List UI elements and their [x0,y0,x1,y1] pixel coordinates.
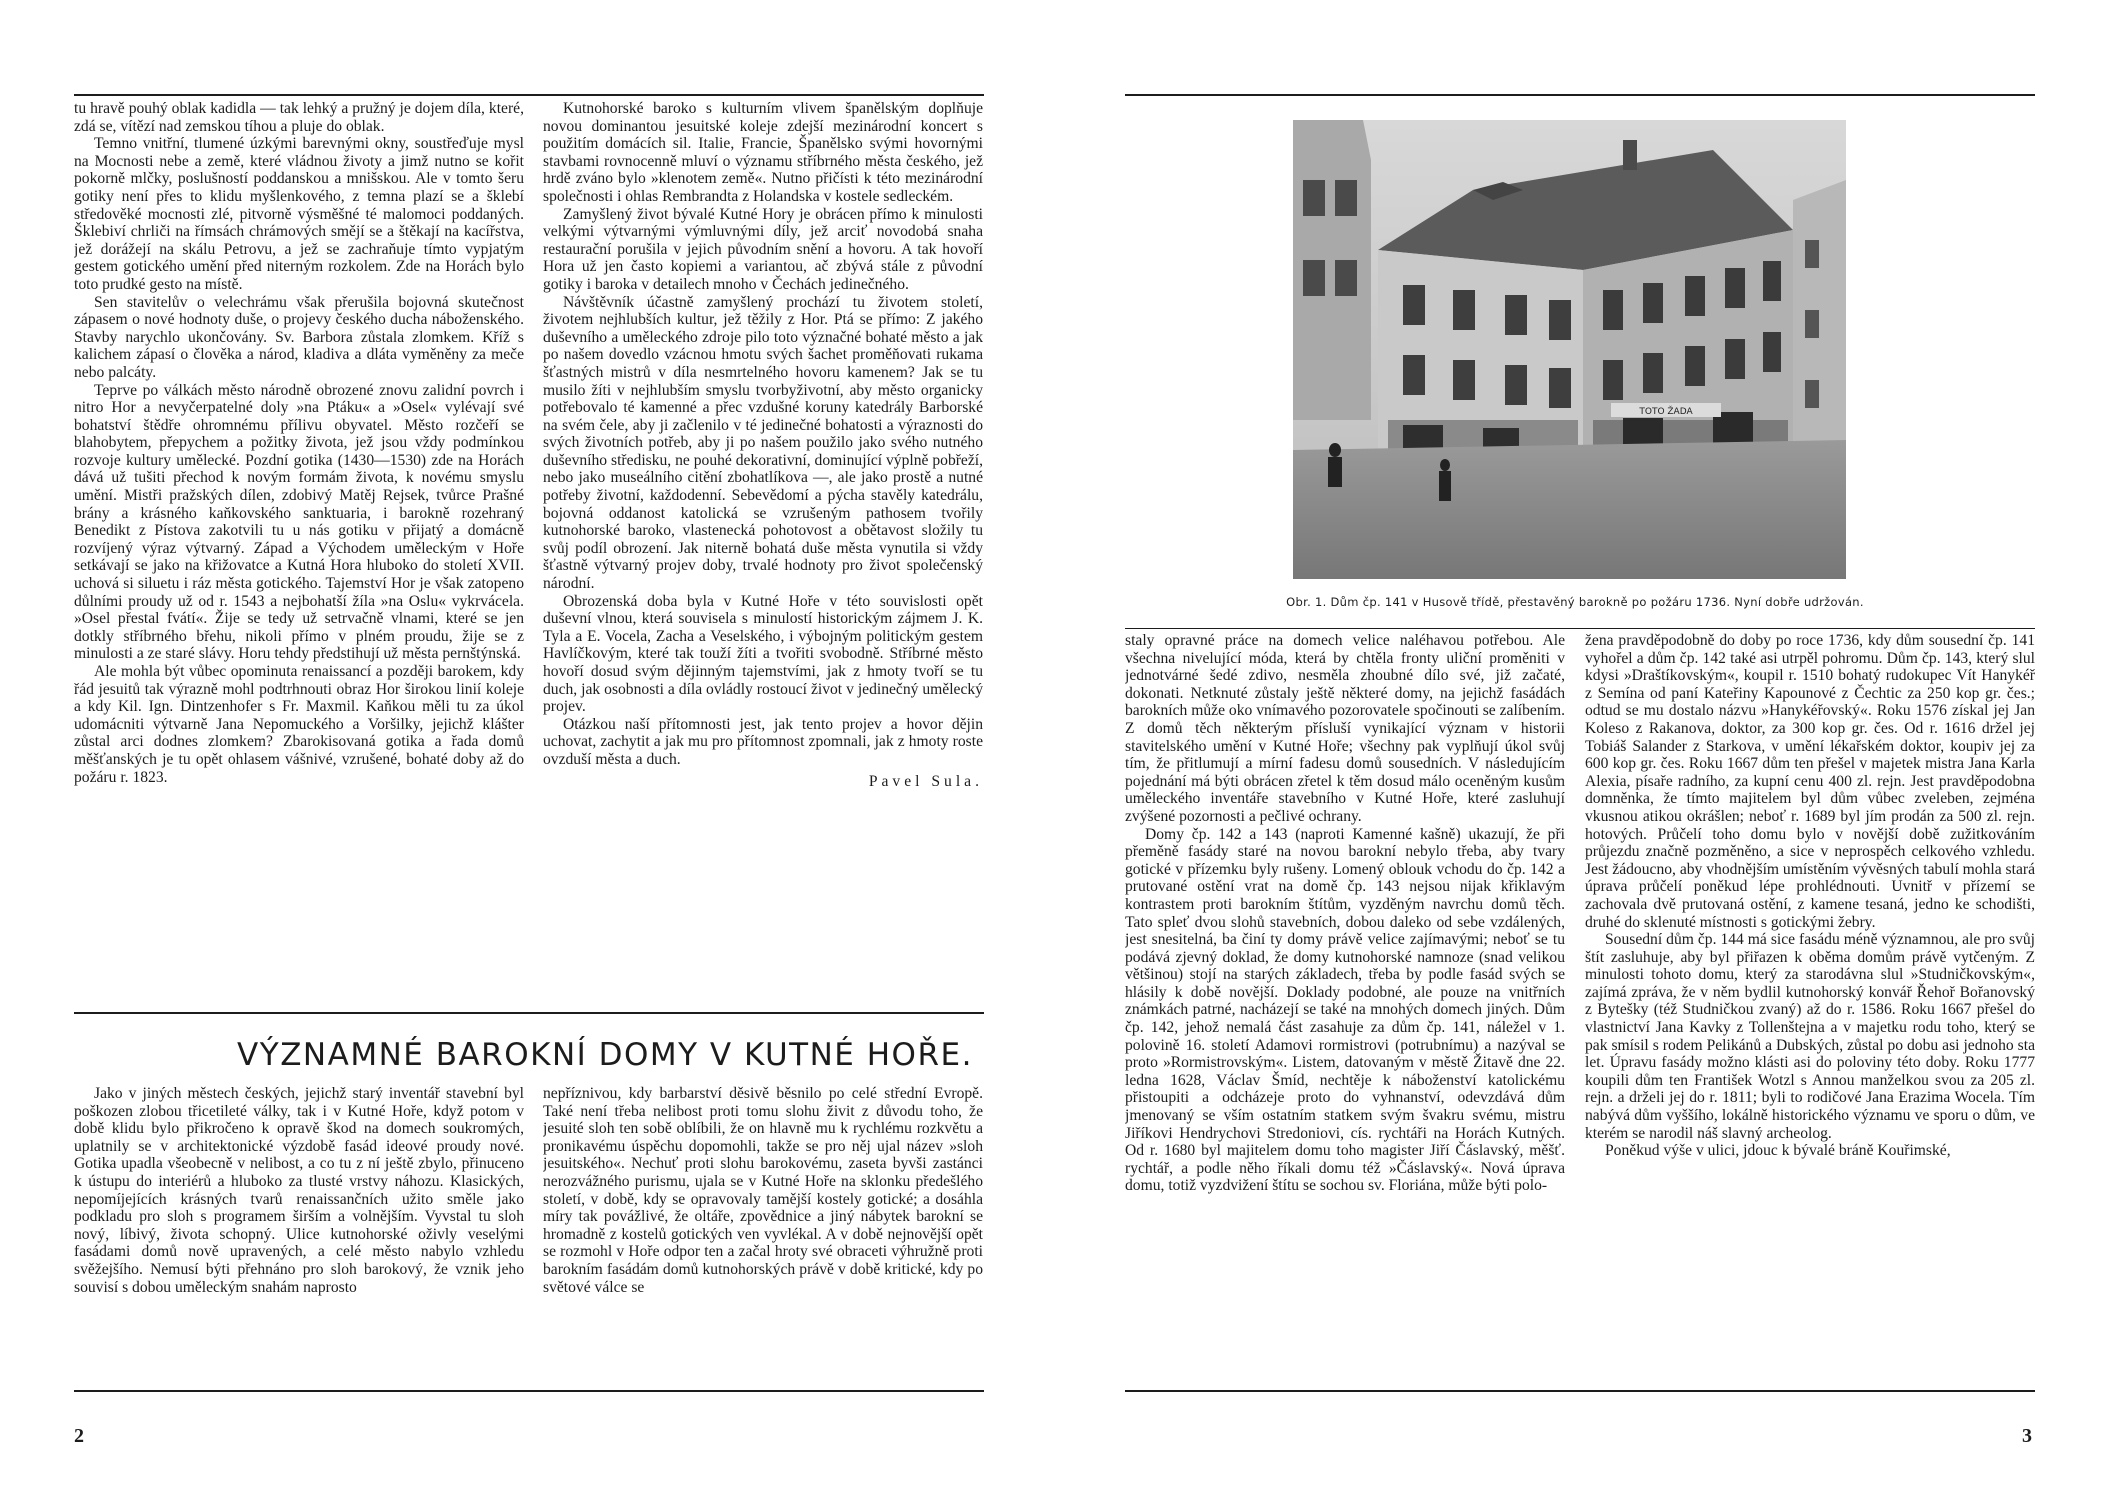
article-column-1 [74,1085,524,1385]
page-number-left: 2 [74,1425,84,1447]
paragraph: Otázkou naší přítomnosti jest, jak tento projev a hovor dějin uchovat, zachytit a jak mu pro přítomnost zpomnali, jak z hmoty roste ovzduší města a duch. [543,715,983,768]
intro-column-1 [74,100,524,1000]
paragraph: Obrozenská doba byla v Kutné Hoře v této souvislosti opět duševní vlnou, která souvisela s minulostí historickým zájmem J. K. Tyla a E. Vocela, Zacha a Veselského, i výbojným politickým gestem Havlíčkovým, které tak touží žíti a tvořiti svobodně. Stříbrné město hovoří dosud svým dějinným tajemstvími, jak z hmoty tvoří se tu duch, jak osobnosti a díla ovládly rostoucí život v jedinečný umělecký projev. [543,592,983,716]
house-photo-illustration [1293,120,1846,579]
article-column-3 [1125,632,1565,1392]
paragraph: žena pravděpodobně do doby po roce 1736, kdy dům sousední čp. 141 vyhořel a dům čp. 142 také asi utrpěl pohromu. Dům čp. 143, který slul kdysi »Draštíkovským«, koupil r. 1510 bohatý rudokupec Vít Hanykéř z Semína od paní Kateřiny Kapounové z Čechtic za 250 kop gr. čes.; odtud se mu dostalo názvu »Hanykéřovský«. Roku 1576 získal jej Jan Koleso z Rakanova, doktor, za 300 kop gr. čes. Od r. 1616 držel jej Tobiáš Salander z Starkova, v umění lékařském doktor, koupiv jej za 600 kop gr. čes. Roku 1667 dům ten přešel v majetek mistra Jana Karla Alexia, písaře radního, za kupní cenu 400 zl. rejn. Jest pravděpodobna domněnka, že tímto majitelem byl dům vůbec zveleben, zejména vkusnou atikou okrášlen; neboť r. 1689 byl jím prodán za 500 zl. rejn. hotových. Průčelí toho domu bylo v novější době zužitkováním průjezdu značně pozměněno, a sice v neprospěch celkového vzhledu. Jest žádoucno, aby vhodnějším umístěním vývěsných tabulí mohla stará úprava průčelí poněkud lépe prohlédnouti. Uvnitř v přízemí se zachovala dvě prutovaná ostění, z kamene tesaná, jedno ke schodišti, druhé do sklenuté místnosti s gotickými žebry. [1585,632,2035,931]
paragraph: Kutnohorské baroko s kulturním vlivem španělským doplňuje novou dominantou jesuitské koleje zdejší mezinárodní koncert s použitím domácích sil. Italie, Francie, Španělsko svými hovornými stavbami rovnocenně mluví o významu stříbrného města českého, jež hrdě zváno bylo »klenotem země«. Nutno přičísti k této mezinárodní společnosti i ohlas Rembrandta z Holandska v kostele sedleckém. [543,100,983,205]
article-title: VÝZNAMNÉ BAROKNÍ DOMY V KUTNÉ HOŘE. [237,1037,973,1073]
bottom-rule-left [74,1390,984,1392]
building-photograph [1293,120,1846,579]
top-rule-right [1125,94,2035,96]
caption-rule [1125,628,2035,629]
paragraph: tu hravě pouhý oblak kadidla — tak lehký a pružný je dojem díla, které, zdá se, vítězí nad zemskou tíhou a pluje do oblak. [74,100,524,135]
paragraph: Sen stavitelův o velechrámu však přerušila bojovná skutečnost zápasem o nové hodnoty duše, o projevy českého ducha náboženského. Stavby narychlo ukončovány. Sv. Barbora zůstala zlomkem. Kříž s kalichem zápasí o člověka a národ, kladiva a dláta vyměněny za meče nebo palcáty. [74,293,524,381]
shop-sign-text: TOTO ŽADA [1639,407,1693,417]
paragraph: Teprve po válkách město národně obrozené znovu zalidní povrch i nitro Hor a nevyčerpatelné doly »na Ptáku« a »Osel« vylévají své bohatství štědře ohromnému přílivu obyvatel. Město rozčeří se blahobytem, přepychem a požitky života, jež jsou vždy podmínkou rozvoje kultury umělecké. Pozdní gotika (1430—1530) zde na Horách dává už tušiti přechod k novým formám života, k novému smyslu umění. Mistři pražských dílen, zdobivý Matěj Rejsek, tvůrce Prašné brány a krásného kaňkovského sanktuaria, i barokně rozehraný Benedikt z Pístova zakotvili tu u nás gotiku v přijatý a domácně rozvíjený výraz výtvarný. Západ a Východem uměleckým v Hoře setkávají se jako na křižovatce a Kutná Hora hluboko do století XVII. uchová si siluetu i ráz města gotického. Tajemství Hor je však zatopeno důlními proudy už od r. 1543 a nejbohatší žíla »na Oslu« vykrvácela. »Osel přestal fvátí«. Žije se tedy už setrvačně vlnami, které se jen dotkly stříbrného břehu, nikoli přímo v plném proudu, žije se z minulosti a ze staré slávy. Horu tehdy předstihují už města pernštýnská. [74,381,524,663]
photo-caption: Obr. 1. Dům čp. 141 v Husově třídě, přestavěný barokně po požáru 1736. Nyní dobře udržován. [1286,595,1864,609]
bottom-rule-right [1125,1390,2035,1392]
paragraph: Domy čp. 142 a 143 (naproti Kamenné kašně) ukazují, že při přeměně fasády staré na novou barokní nebylo třeba, aby tvary gotické v přízemku byly rušeny. Lomený oblouk vchodu do čp. 142 a prutované ostění vrat na domě čp. 143 nejsou nijak křiklavým kontrastem proti barokním štítům, vyzděným navrchu domů těch. Tato spleť dvou slohů stavebních, dobou daleko od sebe vzdálených, jest snesitelná, ba činí ty domy právě velice zajímavými; neboť se tu podává zjevný doklad, že domy kutnohorské namnoze (snad velikou většinou) stojí na starých základech, třeba by podle fasád svých se hlásily k době novější. Doklady podobné, ale pouze na vnitřních známkách patrné, nacházejí se také na mnohých domech jiných. Dům čp. 142, jehož nemalá část zasahuje za dům čp. 141, náležel v 1. polovině 16. století Adamovi rormistrovi (potrubnímu) a nazýval se proto »Rormistrovským«. Listem, datovaným v městě Žitavě dne 22. ledna 1628, Václav Šmíd, nechtěje k náboženství katolickému přistoupiti a odcházeje proto do vyhnanství, odevzdává dům jmenovaný se vším ostatním statkem svým švakru svému, mistru Jiříkovi Hendrychovi Stredoniovi, cís. rychtáři na Horách Kutných. Od r. 1680 byl majitelem domu toho magister Jiří Čáslavský, měšť. rychtář, a podle něho říkali domu též »Čáslavský«. Nová úprava domu, totiž vyzdvižení štítu se sochou sv. Floriána, může býti polo- [1125,825,1565,1195]
top-rule-left [74,94,984,96]
paragraph: Poněkud výše v ulici, jdouc k bývalé bráně Kouřimské, [1605,1142,1951,1160]
intro-column-2 [543,100,983,1000]
page-number-right: 3 [2022,1425,2032,1447]
article-column-4 [1585,632,2035,1392]
section-rule [74,1012,984,1014]
paragraph: Temno vnitřní, tlumené úzkými barevnými okny, soustřeďuje mysl na Mocnosti nebe a země, které vládnou životy a jimž nutno se kořit pokorně mlčky, poslušností poddanskou a mnišskou. Ale v tomto šeru gotiky není přes to klidu myšlenkového, z temna plazí se a šklebí středověké mocnosti zlé, pitvorně výsměšné té malomoci poddaných. Šklebiví chrliči na římsách chrámových smějí se a štěkají na kacířstva, jež dorážejí na skálu Petrovu, a jež se zachraňuje tímto vypjatým gestem gotického umění před niterným rozkolem. Zde na Horách bylo toto prudké gesto na místě. [74,135,524,293]
author-signature: Pavel Sula. [868,772,983,790]
paragraph: Ale mohla být vůbec opominuta renaissancí a později barokem, kdy řád jesuitů tak výrazně mohl podtrhnouti obraz Hor širokou linií koleje a kdy Kil. Ign. Dintzenhofer s Fr. Maxmil. Kaňkou měli tu za úkol udomácniti výtvarně Jana Nepomuckého a Voršilky, jejichž klášter zůstal arci dodnes zlomkem? Zbarokisovaná gotika a řada domů měšťanských je tu opět ohlasem vášnivé, vzrušené, bohaté doby až do požáru r. 1823. [74,663,524,786]
paragraph: Jako v jiných městech českých, jejichž starý inventář stavební byl poškozen zlobou třicetileté války, tak i v Kutné Hoře, když potom v době klidu bylo přikročeno k opravě škod na domech soukromých, uplatnily se v architektonické výzdobě fasád ideové proudy nové. Gotika upadla všeobecně v nelibost, a co tu z ní ještě zbylo, přinuceno k ústupu do interiérů a hluboko za tlusté vrstvy náhozu. Klasických, nepomíjejících krásných tvarů renaissančních užito směle jako podkladu pro sloh s programem širším a volnějším. Vyvstal tu sloh nový, líbivý, života schopný. Ulice kutnohorské oživly veselými fasádami domů nově upravených, a celé město nabylo vzhledu svěžejšího. Nemusí býti přehnáno pro sloh barokový, že vznik jeho souvisí s dobou uměleckým snahám naprosto [74,1085,524,1296]
paragraph: Zamyšlený život bývalé Kutné Hory je obrácen přímo k minulosti velkými výtvarnými výmluvnými díly, jež arciť novodobá snaha restaurační porušila v jejich původním snění a hovoru. A tak hovoří Hora už jen často kopiemi a variantou, ač zbývá stále z původní gotiky i baroka v detailech mnoho v Čechách jedinečného. [543,205,983,293]
paragraph: Sousední dům čp. 144 má sice fasádu méně významnou, ale pro svůj štít zasluhuje, aby byl přiřazen k oběma domům právě vytčeným. Z minulosti tohoto domu, který za starodávna slul »Studničkovským«, zajímá zpráva, že v něm bydlil kutnohorský konvář Řehoř Bořanovský z Bytešky (též Studničkou zvaný) až do r. 1586. Roku 1667 přešel do vlastnictví Jana Kavky z Tollenštejna a v majetku rodu toho, který se pak smísil s rodem Pelikánů a Dubských, zůstal po dobu asi jednoho sta let. Úpravu fasády možno klásti asi do poloviny této doby. Roku 1777 koupili dům ten František Wotzl s Annou manželkou svou za 205 zl. rejn. a drželi jej do r. 1811; byli to rodičové Jana Erazima Wocela. Tím nabývá dům vyššího, lokálně historického významu ve sporu o dům, ve kterém se narodil náš slavný archeolog. [1585,931,2035,1142]
paragraph: staly opravné práce na domech velice naléhavou potřebou. Ale všechna nivelující móda, která by chtěla fronty uliční proměniti v jednotvárné šedé zdivo, nesměla zhoubné dílo své, již začaté, dokonati. Netknuté zůstaly ještě některé domy, na jejichž fasádách barokních může oko vnímavého pozorovatele spočinouti se zalíbením. Z domů těch některým přísluší vynikající význam v historii stavitelského umění v Kutné Hoře; všechny pak vyplňují úkol svůj tím, že přitlumují a mírní fadesu domů sousedních. V následujícím pojednání má býti obrácen zřetel k těm dosud málo oceněným kusům uměleckého inventáře stavebního v Kutné Hoře, které zasluhují zvýšené pozornosti a pečlivé ochrany. [1125,632,1565,825]
paragraph: nepříznivou, kdy barbarství děsivě běsnilo po celé střední Evropě. Také není třeba nelibost proti tomu slohu živit z důvodu toho, že jesuité sloh ten sobě oblíbili, že on hlavně mu k rychlému rozkvětu a pronikavému úspěchu dopomohli, takže se pro něj ujal název »sloh jesuitského«. Nechuť proti slohu barokovému, zaseta byvši zastánci nerozvážného purismu, ujala se v Kutné Hoře na sklonku předešlého století, v době, kdy se opravovaly tamější kostely gotické; a dosáhla míry tak povážlivé, že oltáře, zpovědnice a jiný nábytek barokní se hromadně z kostelů gotických ven vyvlékal. A v době nejnovější opět se rozmohl v Hoře odpor ten a začal hroty své obraceti výhružně proti barokním fasádám domů kutnohorských právě v době kritické, kdy po světové válce se [543,1085,983,1296]
paragraph: Návštěvník účastně zamyšlený prochází tu životem století, životem nejhlubších kultur, jež těžily z Hor. Ptá se přímo: Z jakého duševního a uměleckého zdroje pilo toto význačné bohaté město a jak po našem dovedlo vzácnou hmotu svých šachet proměňovati rukama šťastných mistrů v díla nesmrtelného hovoru kamenem? Jak se tu musilo žíti v nejhlubším smyslu tvorbyživotní, aby město organicky potřebovalo té kamenné a přec vzdušné koruny katedrály Barborské na svém čele, aby ji začlenilo v té jedinečné bohatosti a výraznosti do svých životních potřeb, aby ji po našem použilo jako svého nutného duševního středisku, ne pouhé dekorativní, dominující výplně pobřeží, nebo jako museálního citění zbohatlíkova —, ale jako prostě a nutné potřeby životní, každodenní. Sebevědomí a pýcha stavěly katedrálu, bojovná oddanost katolická se vzrušeným pathosem tvořily kutnohorské baroko, vlastenecká pohotovost a obětavost složily tu svůj podíl obrození. Jak niterně bohatá duše města vynutila si vždy šťastně výtvarný projev doby, trvalé hodnoty pro život společenský národní. [543,293,983,593]
article-column-2 [543,1085,983,1385]
